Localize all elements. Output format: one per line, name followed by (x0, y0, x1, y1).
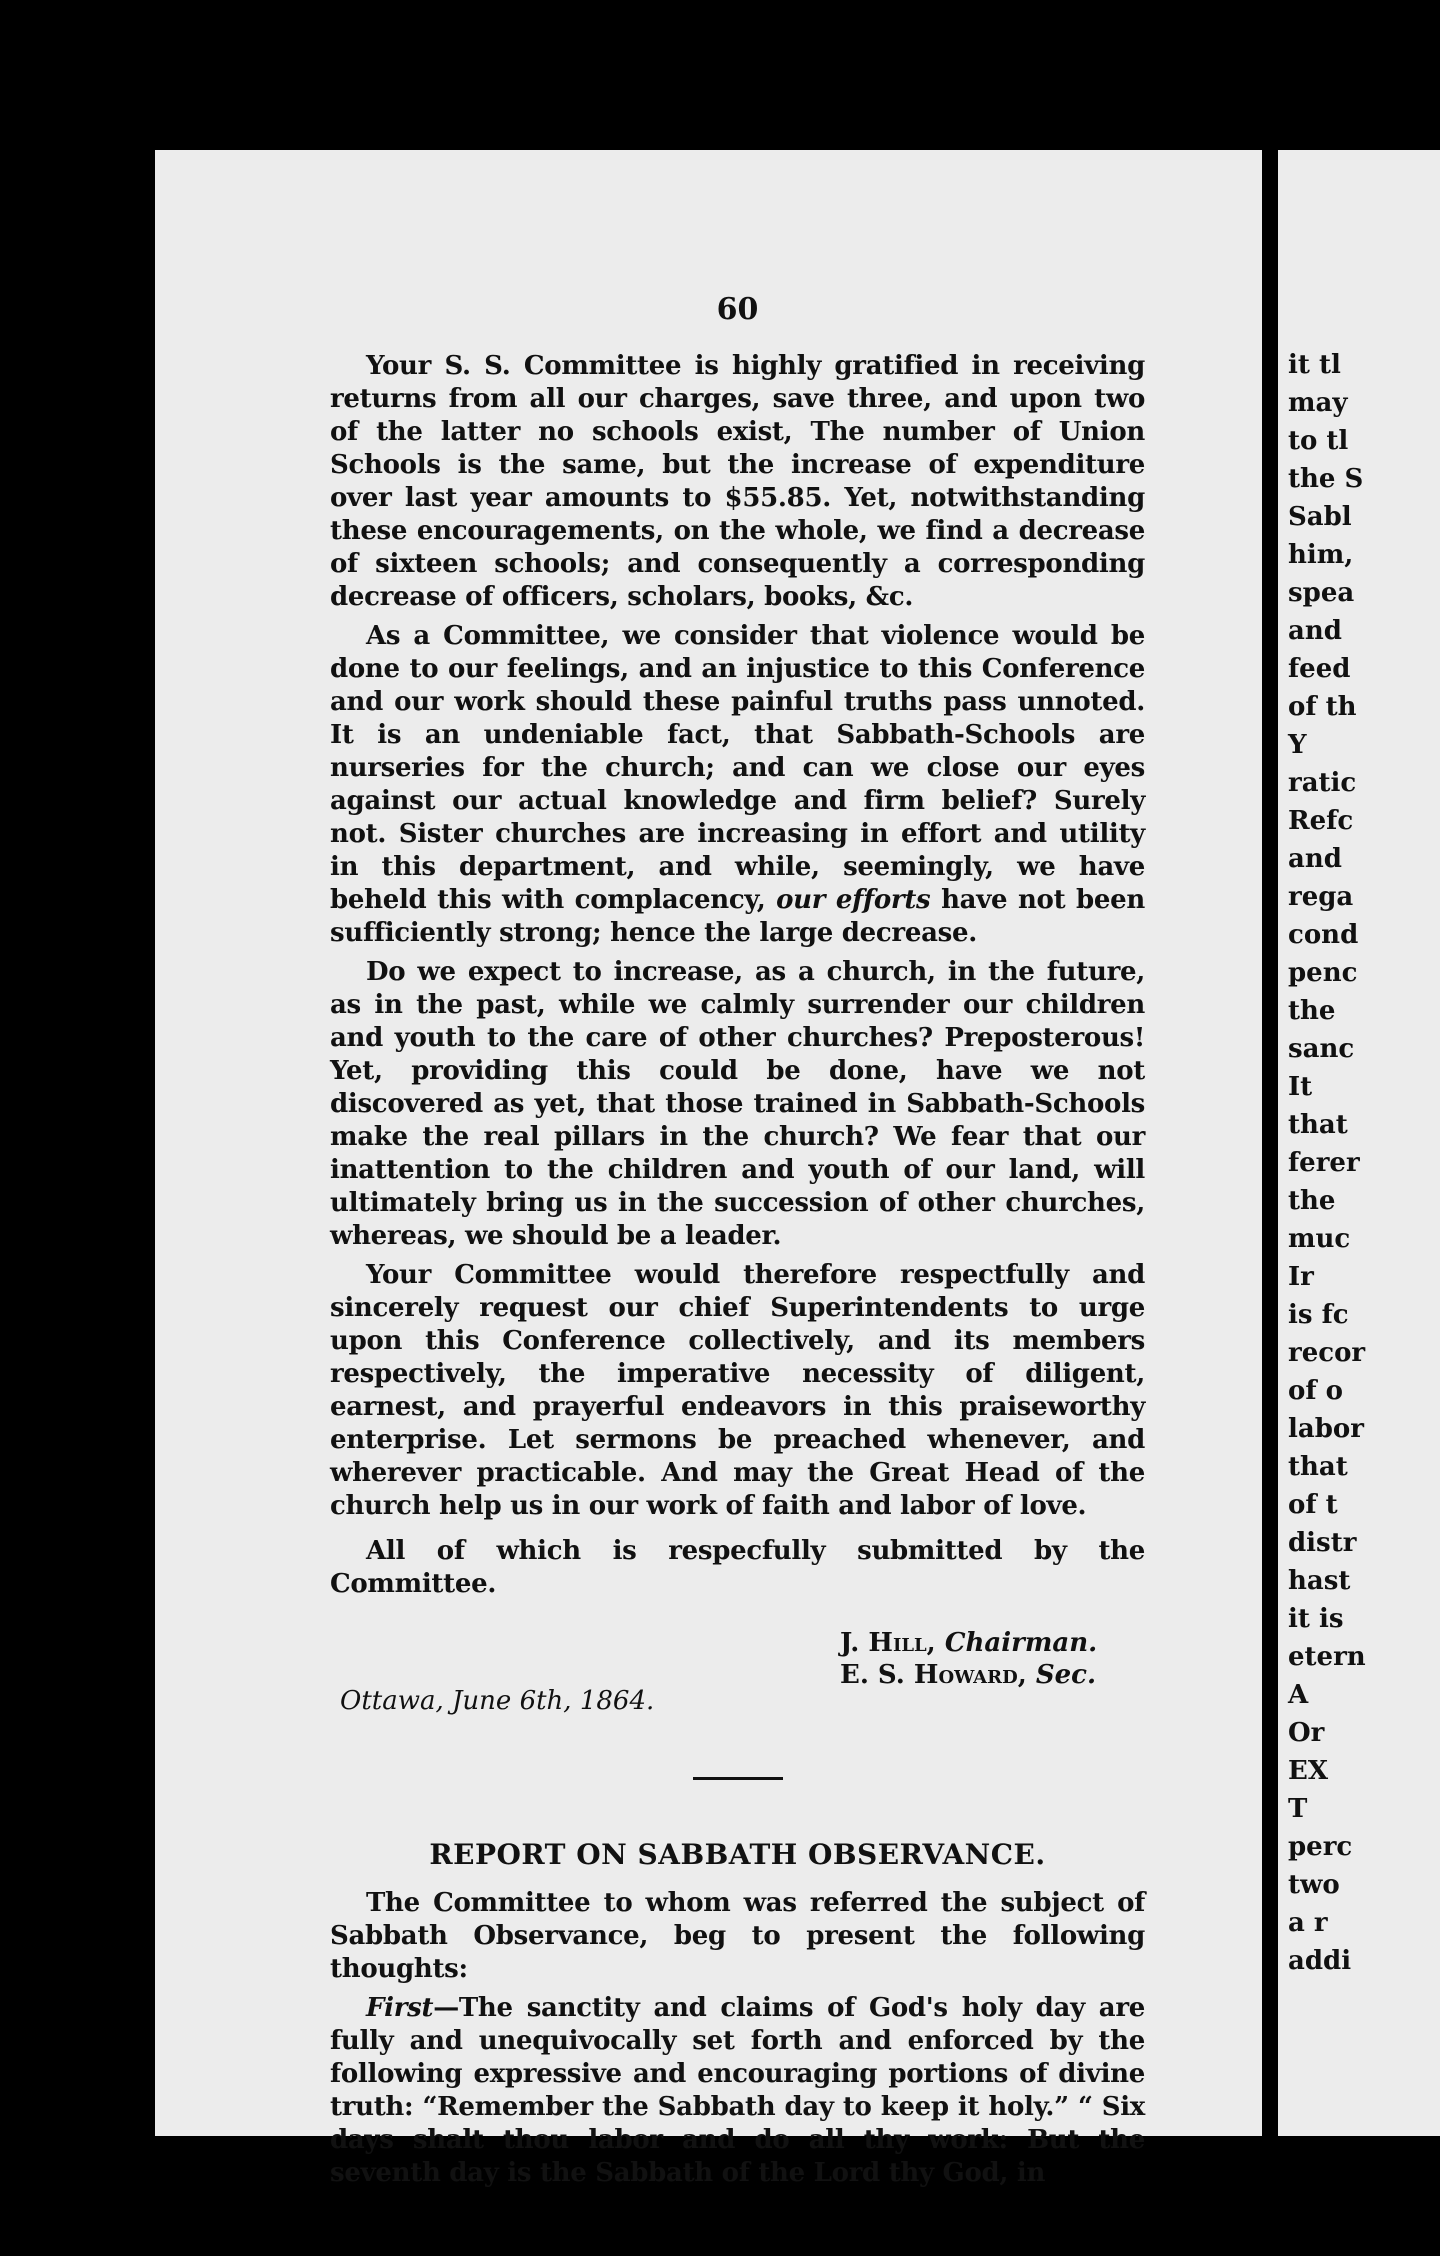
facing-page-fragment: the S (1288, 464, 1364, 494)
facing-page-fragment: perc (1288, 1832, 1353, 1862)
book-gutter (1262, 150, 1278, 2136)
facing-page-fragment: it is (1288, 1604, 1344, 1634)
page-number: 60 (716, 292, 759, 327)
first-label: First (366, 1993, 434, 2023)
paragraph-5: All of which is respecfully submitted by the Committee. (330, 1536, 1145, 1599)
facing-page-fragment: It (1288, 1072, 1313, 1102)
facing-page-fragment: Or (1288, 1718, 1325, 1748)
facing-page-fragment: the (1288, 996, 1336, 1026)
facing-page-fragment: penc (1288, 958, 1358, 988)
report-paragraph-2 (330, 1992, 1145, 2190)
facing-page-fragment: ferer (1288, 1148, 1360, 1178)
facing-page-fragment: that (1288, 1452, 1348, 1482)
facing-page-fragment: that (1288, 1110, 1348, 1140)
facing-page-fragment: Sabl (1288, 502, 1352, 532)
section-heading: REPORT ON SABBATH OBSERVANCE. (429, 1838, 1046, 1871)
facing-page-fragment: addi (1288, 1946, 1352, 1976)
facing-page-fragment: EX (1288, 1756, 1328, 1786)
signature-block (840, 1627, 1145, 1691)
facing-page-fragment: etern (1288, 1642, 1366, 1672)
paragraph-3: Do we expect to increase, as a church, in the future, as in the past, while we calmly surrender our children and youth to the care of other churches? Preposterous! Yet, providing this could be done, have we not discovered as yet, that those trained in Sabbath-Schools make the real pillars in the church? We fear that our inattention to the children and youth of our land, will ultimately bring us in the succession of other churches, whereas, we should be a leader. (330, 957, 1145, 1251)
facing-page-fragment: A (1288, 1680, 1309, 1710)
facing-page-fragment: the (1288, 1186, 1336, 1216)
signature-chairman: J. Hill, Chairman. (840, 1628, 1098, 1658)
facing-page-fragment: two (1288, 1870, 1340, 1900)
paragraph-2 (330, 620, 1145, 950)
facing-page-fragment: is fc (1288, 1300, 1349, 1330)
place-and-date: Ottawa, June 6th, 1864. (340, 1686, 655, 1716)
facing-page-fragment: and (1288, 844, 1342, 874)
facing-page-fragment: of th (1288, 692, 1357, 722)
facing-page-fragment: Ir (1288, 1262, 1314, 1292)
section-divider (693, 1777, 783, 1780)
paragraph-2-tail: have not been sufficiently strong; hence the large decrease. (330, 885, 1145, 948)
facing-page-fragment: of t (1288, 1490, 1338, 1520)
facing-page-fragment: him, (1288, 540, 1354, 570)
paragraph-2-text: As a Committee, we consider that violence would be done to our feelings, and an injustice to this Conference and our work should these painful truths pass unnoted. It is an undeniable fact, that Sabbath-Schools are nurseries for the church; and can we close our eyes against our actual knowledge and firm belief? Surely not. Sister churches are increasing in effort and utility in this department, and while, seemingly, we have beheld this with complacency, (330, 621, 1145, 915)
signature-secretary: E. S. Howard, Sec. (840, 1660, 1097, 1690)
facing-page-fragment: it tl (1288, 350, 1341, 380)
paragraph-4: Your Committee would therefore respectfully and sincerely request our chief Superintendents to urge upon this Conference collectively, and its members respectively, the imperative necessity of diligent, earnest, and prayerful endeavors in this praiseworthy enterprise. Let sermons be preached whenever, and wherever practicable. And may the Great Head of the church help us in our work of faith and labor of love. (330, 1260, 1145, 1521)
facing-page-fragment: Y (1288, 730, 1307, 760)
facing-page-fragment: cond (1288, 920, 1359, 950)
facing-page (1278, 150, 1440, 2136)
paragraph-1: Your S. S. Committee is highly gratified in receiving returns from all our charges, save three, and upon two of the latter no schools exist, The number of Union Schools is the same, but the increase of expenditure over last year amounts to $55.85. Yet, notwithstanding these encouragements, on the whole, we find a decrease of sixteen schools; and consequently a corresponding decrease of officers, scholars, books, &c. (330, 351, 1145, 612)
facing-page-fragment: muc (1288, 1224, 1351, 1254)
facing-page-fragment: and (1288, 616, 1342, 646)
facing-page-fragment: hast (1288, 1566, 1351, 1596)
facing-page-fragment: rega (1288, 882, 1354, 912)
facing-page-fragment: labor (1288, 1414, 1364, 1444)
facing-page-fragment: of o (1288, 1376, 1343, 1406)
first-text: —The sanctity and claims of God's holy day are fully and unequivocally set forth and enforced by the following expressive and encouraging portions of divine truth: “Remember the Sabbath day to keep it holy.” “ Six days shalt thou labor and do all thy work: But the seventh day is the Sabbath of the Lord thy God, in (330, 1993, 1145, 2188)
paragraph-2-italic: our efforts (776, 885, 931, 915)
facing-page-fragment: T (1288, 1794, 1308, 1824)
facing-page-fragment: sanc (1288, 1034, 1355, 1064)
facing-page-fragment: ratic (1288, 768, 1357, 798)
facing-page-fragment: spea (1288, 578, 1355, 608)
facing-page-fragment: distr (1288, 1528, 1357, 1558)
facing-page-fragment: to tl (1288, 426, 1349, 456)
facing-page-fragment: may (1288, 388, 1348, 418)
facing-page-fragment: Refc (1288, 806, 1354, 836)
facing-page-fragment: a r (1288, 1908, 1328, 1938)
facing-page-fragment: feed (1288, 654, 1351, 684)
facing-page-fragment: recor (1288, 1338, 1366, 1368)
report-paragraph-1: The Committee to whom was referred the subject of Sabbath Observance, beg to present the following thoughts: (330, 1888, 1145, 1984)
